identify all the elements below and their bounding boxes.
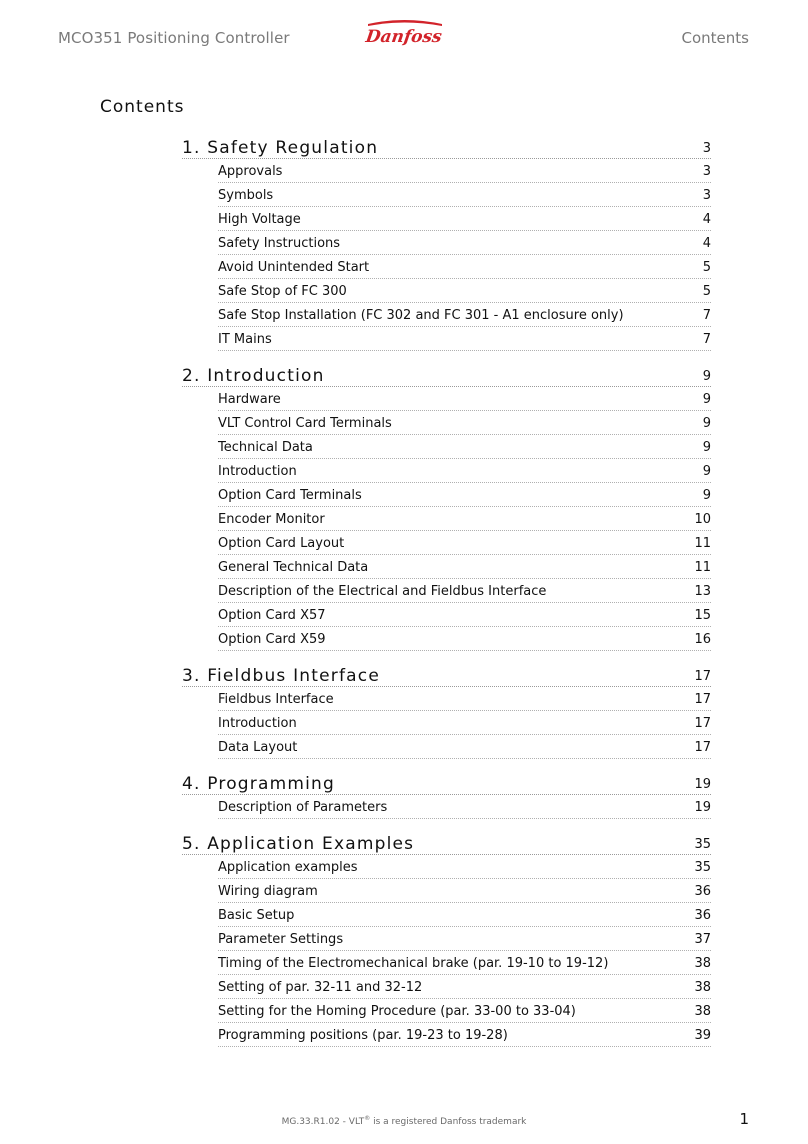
toc-entry[interactable] bbox=[218, 975, 711, 999]
entry-title: Option Card Layout bbox=[218, 536, 345, 551]
entry-title: Introduction bbox=[218, 716, 297, 731]
entry-title: Hardware bbox=[218, 392, 281, 407]
toc-entry[interactable] bbox=[218, 231, 711, 255]
entry-title: Description of Parameters bbox=[218, 800, 388, 815]
toc-chapter[interactable] bbox=[182, 771, 711, 795]
page-title: Contents bbox=[100, 97, 185, 117]
entry-title: Encoder Monitor bbox=[218, 512, 325, 527]
entry-page-number: 16 bbox=[694, 632, 711, 647]
section-label: Contents bbox=[681, 29, 749, 47]
entry-page-number: 17 bbox=[694, 716, 711, 731]
entry-title: Introduction bbox=[218, 464, 297, 479]
entry-page-number: 9 bbox=[702, 416, 711, 431]
registered-mark: ® bbox=[364, 1115, 371, 1122]
entry-page-number: 13 bbox=[694, 584, 711, 599]
entry-page-number: 9 bbox=[702, 440, 711, 455]
toc-entry[interactable] bbox=[218, 951, 711, 975]
entry-page-number: 36 bbox=[694, 908, 711, 923]
svg-text:Danfoss: Danfoss bbox=[364, 27, 444, 47]
entry-title: Approvals bbox=[218, 164, 283, 179]
entry-page-number: 7 bbox=[702, 332, 711, 347]
entry-page-number: 7 bbox=[702, 308, 711, 323]
toc-entry[interactable] bbox=[218, 903, 711, 927]
toc-chapter[interactable] bbox=[182, 831, 711, 855]
entry-page-number: 9 bbox=[702, 392, 711, 407]
entry-title: Option Card Terminals bbox=[218, 488, 362, 503]
toc-entry[interactable] bbox=[218, 531, 711, 555]
toc-chapter[interactable] bbox=[182, 135, 711, 159]
entry-title: General Technical Data bbox=[218, 560, 369, 575]
chapter-title: 4. Programming bbox=[182, 774, 335, 794]
entry-title: Wiring diagram bbox=[218, 884, 318, 899]
chapter-title: 1. Safety Regulation bbox=[182, 138, 379, 158]
toc-entry[interactable] bbox=[218, 387, 711, 411]
entry-page-number: 5 bbox=[702, 260, 711, 275]
toc-entry[interactable] bbox=[218, 411, 711, 435]
entry-page-number: 38 bbox=[694, 980, 711, 995]
entry-title: Technical Data bbox=[218, 440, 313, 455]
entry-title: Application examples bbox=[218, 860, 358, 875]
entry-title: Basic Setup bbox=[218, 908, 295, 923]
entry-page-number: 11 bbox=[694, 560, 711, 575]
entry-page-number: 15 bbox=[694, 608, 711, 623]
entry-title: High Voltage bbox=[218, 212, 301, 227]
toc-chapter[interactable] bbox=[182, 363, 711, 387]
entry-page-number: 5 bbox=[702, 284, 711, 299]
toc-entry[interactable] bbox=[218, 303, 711, 327]
toc-entry[interactable] bbox=[218, 879, 711, 903]
entry-page-number: 38 bbox=[694, 1004, 711, 1019]
toc-entry[interactable] bbox=[218, 627, 711, 651]
toc-entry[interactable] bbox=[218, 927, 711, 951]
toc-entry[interactable] bbox=[218, 735, 711, 759]
toc-chapter[interactable] bbox=[182, 663, 711, 687]
entry-page-number: 4 bbox=[702, 236, 711, 251]
entry-page-number: 3 bbox=[702, 164, 711, 179]
chapter-page-number: 3 bbox=[702, 141, 711, 156]
chapter-title: 2. Introduction bbox=[182, 366, 325, 386]
entry-page-number: 37 bbox=[694, 932, 711, 947]
footer-text-after: is a registered Danfoss trademark bbox=[370, 1117, 527, 1127]
toc-entry[interactable] bbox=[218, 279, 711, 303]
entry-title: Avoid Unintended Start bbox=[218, 260, 370, 275]
entry-page-number: 38 bbox=[694, 956, 711, 971]
entry-title: Safe Stop Installation (FC 302 and FC 301 - A1 enclosure only) bbox=[218, 308, 624, 323]
entry-title: Symbols bbox=[218, 188, 274, 203]
entry-title: Option Card X59 bbox=[218, 632, 326, 647]
entry-title: Safety Instructions bbox=[218, 236, 341, 251]
entry-title: Fieldbus Interface bbox=[218, 692, 334, 707]
entry-page-number: 17 bbox=[694, 740, 711, 755]
toc-entry[interactable] bbox=[218, 207, 711, 231]
toc-entry[interactable] bbox=[218, 483, 711, 507]
entry-page-number: 10 bbox=[694, 512, 711, 527]
toc-entry[interactable] bbox=[218, 327, 711, 351]
chapter-page-number: 19 bbox=[694, 777, 711, 792]
entry-page-number: 35 bbox=[694, 860, 711, 875]
toc-entry[interactable] bbox=[218, 711, 711, 735]
toc-entry[interactable] bbox=[218, 435, 711, 459]
toc-entry[interactable] bbox=[218, 999, 711, 1023]
table-of-contents bbox=[182, 135, 711, 1047]
entry-page-number: 19 bbox=[694, 800, 711, 815]
entry-title: Option Card X57 bbox=[218, 608, 326, 623]
toc-entry[interactable] bbox=[218, 459, 711, 483]
toc-entry[interactable] bbox=[218, 255, 711, 279]
chapter-title: 3. Fieldbus Interface bbox=[182, 666, 380, 686]
entry-title: Description of the Electrical and Fieldbus Interface bbox=[218, 584, 547, 599]
toc-entry[interactable] bbox=[218, 159, 711, 183]
entry-title: Safe Stop of FC 300 bbox=[218, 284, 347, 299]
toc-entry[interactable] bbox=[218, 555, 711, 579]
entry-title: Parameter Settings bbox=[218, 932, 344, 947]
entry-page-number: 17 bbox=[694, 692, 711, 707]
footer-trademark bbox=[0, 1115, 808, 1127]
entry-page-number: 39 bbox=[694, 1028, 711, 1043]
chapter-title: 5. Application Examples bbox=[182, 834, 415, 854]
entry-title: Programming positions (par. 19-23 to 19-28) bbox=[218, 1028, 508, 1043]
entry-page-number: 9 bbox=[702, 464, 711, 479]
page-number: 1 bbox=[739, 1110, 749, 1128]
toc-entry[interactable] bbox=[218, 855, 711, 879]
toc-entry[interactable] bbox=[218, 603, 711, 627]
toc-entry[interactable] bbox=[218, 183, 711, 207]
entry-title: IT Mains bbox=[218, 332, 272, 347]
chapter-page-number: 35 bbox=[694, 837, 711, 852]
entry-page-number: 9 bbox=[702, 488, 711, 503]
footer-text-before: MG.33.R1.02 - VLT bbox=[281, 1117, 365, 1127]
chapter-page-number: 17 bbox=[694, 669, 711, 684]
entry-title: Setting for the Homing Procedure (par. 33-00 to 33-04) bbox=[218, 1004, 576, 1019]
toc-entry[interactable] bbox=[218, 507, 711, 531]
toc-entry[interactable] bbox=[218, 579, 711, 603]
toc-entry[interactable] bbox=[218, 795, 711, 819]
entry-title: VLT Control Card Terminals bbox=[218, 416, 392, 431]
entry-page-number: 4 bbox=[702, 212, 711, 227]
document-title: MCO351 Positioning Controller bbox=[58, 29, 290, 47]
danfoss-logo bbox=[362, 14, 446, 50]
toc-entry[interactable] bbox=[218, 687, 711, 711]
entry-page-number: 3 bbox=[702, 188, 711, 203]
entry-title: Data Layout bbox=[218, 740, 298, 755]
entry-title: Timing of the Electromechanical brake (par. 19-10 to 19-12) bbox=[218, 956, 609, 971]
entry-title: Setting of par. 32-11 and 32-12 bbox=[218, 980, 423, 995]
entry-page-number: 11 bbox=[694, 536, 711, 551]
toc-entry[interactable] bbox=[218, 1023, 711, 1047]
chapter-page-number: 9 bbox=[702, 369, 711, 384]
entry-page-number: 36 bbox=[694, 884, 711, 899]
